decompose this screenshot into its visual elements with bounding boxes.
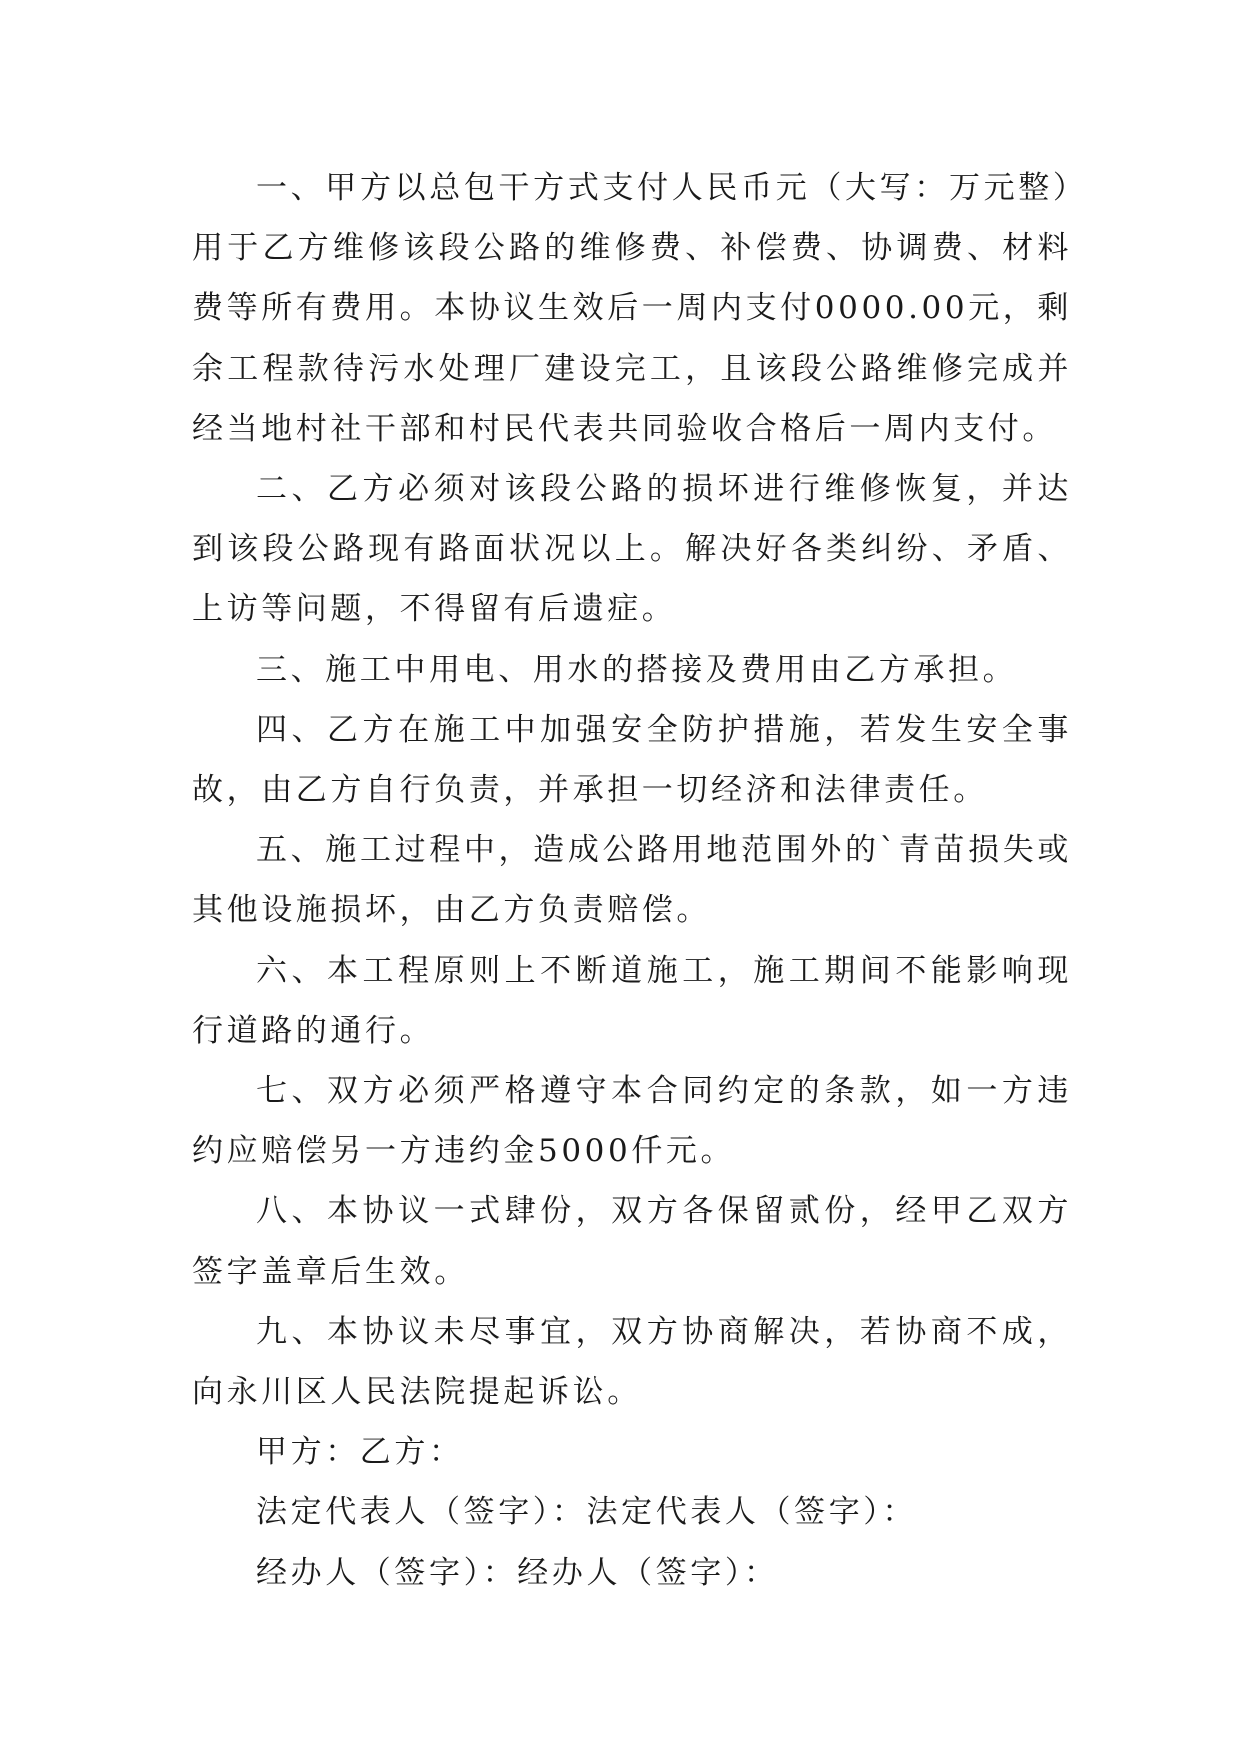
clause-8: 八、本协议一式肆份，双方各保留贰份，经甲乙双方签字盖章后生效。 — [192, 1193, 1072, 1290]
clause-3: 三、施工中用电、用水的搭接及费用由乙方承担。 — [256, 651, 1018, 688]
signature-parties: 甲方：乙方： — [256, 1434, 464, 1471]
clause-7: 七、双方必须严格遵守本合同约定的条款，如一方违约应赔偿另一方违约金5000仟元。 — [192, 1073, 1072, 1170]
clause-2: 二、乙方必须对该段公路的损坏进行维修恢复，并达到该段公路现有路面状况以上。解决好各类纠纷、矛盾、上访等问题，不得留有后遗症。 — [192, 471, 1072, 628]
clause-9: 九、本协议未尽事宜，双方协商解决，若协商不成，向永川区人民法院提起诉讼。 — [192, 1313, 1072, 1411]
clause-4: 四、乙方在施工中加强安全防护措施，若发生安全事故，由乙方自行负责，并承担一切经济和法律责任。 — [192, 711, 1072, 809]
signature-legal-representative: 法定代表人（签字）：法定代表人（签字）： — [256, 1494, 917, 1531]
clause-1: 一、甲方以总包干方式支付人民币元（大写：万元整）用于乙方维修该段公路的维修费、补偿费、协调费、材料费等所有费用。本协议生效后一周内支付0000.00元，剩余工程款待污水处理厂建设完工，且该段公路维修完成并经当地村社干部和村民代表共同验收合格后一周内支付。 — [192, 170, 1072, 447]
clause-5: 五、施工过程中，造成公路用地范围外的`青苗损失或其他设施损坏，由乙方负责赔偿。 — [192, 832, 1072, 929]
agreement-body — [192, 158, 1072, 1603]
clause-6: 六、本工程原则上不断道施工，施工期间不能影响现行道路的通行。 — [192, 952, 1072, 1049]
signature-handler: 经办人（签字）：经办人（签字）： — [256, 1554, 779, 1591]
